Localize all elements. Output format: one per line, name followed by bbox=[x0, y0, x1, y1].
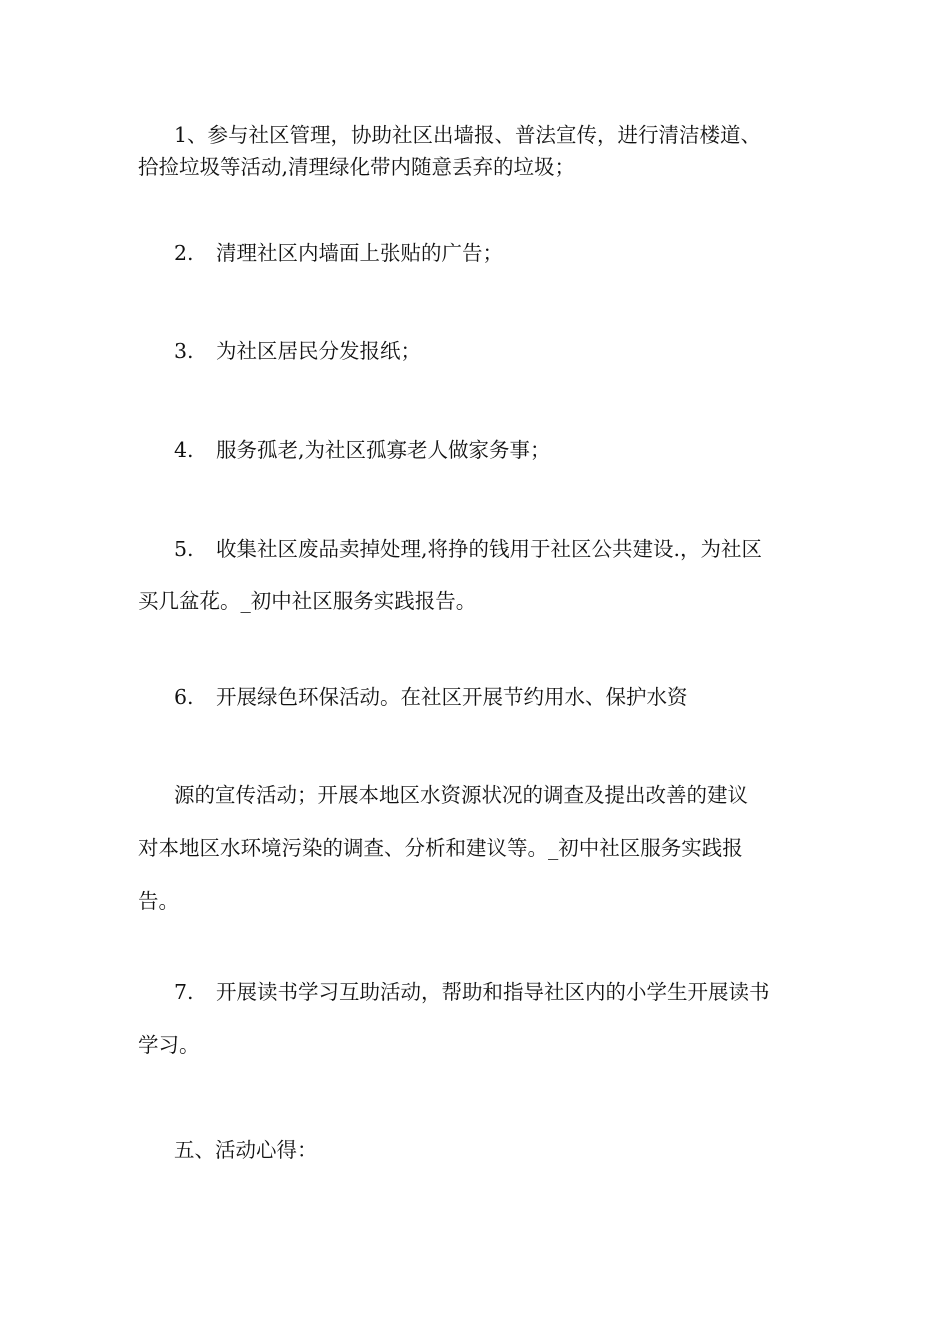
paragraph-line: 告。 bbox=[138, 889, 179, 913]
item-text: 为社区居民分发报纸； bbox=[216, 339, 421, 363]
paragraph-line bbox=[138, 335, 828, 367]
item-text: 清理社区内墙面上张贴的广告； bbox=[216, 241, 503, 265]
section-heading bbox=[138, 1134, 828, 1166]
paragraph-line: 1、参与社区管理，协助社区出墙报、普法宣传，进行清洁楼道、 bbox=[174, 123, 762, 147]
item-text: 服务孤老,为社区孤寡老人做家务事； bbox=[216, 438, 551, 462]
paragraph-item-3 bbox=[138, 335, 828, 367]
paragraph-item-5 bbox=[138, 533, 828, 617]
paragraph-item-1 bbox=[138, 119, 828, 183]
paragraph-line: 买几盆花。_初中社区服务实践报告。 bbox=[138, 589, 477, 613]
item-number: 4. bbox=[174, 438, 194, 462]
item-text: 开展绿色环保活动。在社区开展节约用水、保护水资 bbox=[216, 685, 688, 709]
item-text: 收集社区废品卖掉处理,将挣的钱用于社区公共建设.，为社区 bbox=[216, 537, 763, 561]
paragraph-line: 对本地区水环境污染的调查、分析和建议等。_初中社区服务实践报 bbox=[138, 836, 743, 860]
paragraph-line: 学习。 bbox=[138, 1033, 200, 1057]
paragraph-line bbox=[138, 434, 828, 466]
paragraph-item-7 bbox=[138, 976, 828, 1061]
heading-text: 五、活动心得： bbox=[174, 1138, 318, 1162]
paragraph-line bbox=[138, 533, 828, 565]
item-text: 开展读书学习互助活动，帮助和指导社区内的小学生开展读书 bbox=[216, 980, 770, 1004]
item-number: 7. bbox=[174, 980, 194, 1004]
paragraph-line: 源的宣传活动；开展本地区水资源状况的调查及提出改善的建议 bbox=[174, 783, 748, 807]
item-number: 6. bbox=[174, 685, 194, 709]
paragraph-line bbox=[138, 681, 828, 713]
item-number: 3. bbox=[174, 339, 194, 363]
paragraph-item-4 bbox=[138, 434, 828, 466]
paragraph-line bbox=[138, 976, 828, 1008]
paragraph-item-2 bbox=[138, 237, 828, 269]
paragraph-item-6 bbox=[138, 681, 828, 713]
item-number: 5. bbox=[174, 537, 194, 561]
paragraph-line: 拾捡垃圾等活动,清理绿化带内随意丢弃的垃圾； bbox=[138, 155, 576, 179]
item-number: 2. bbox=[174, 241, 194, 265]
paragraph-item-6-continued bbox=[138, 779, 828, 917]
paragraph-line bbox=[138, 237, 828, 269]
